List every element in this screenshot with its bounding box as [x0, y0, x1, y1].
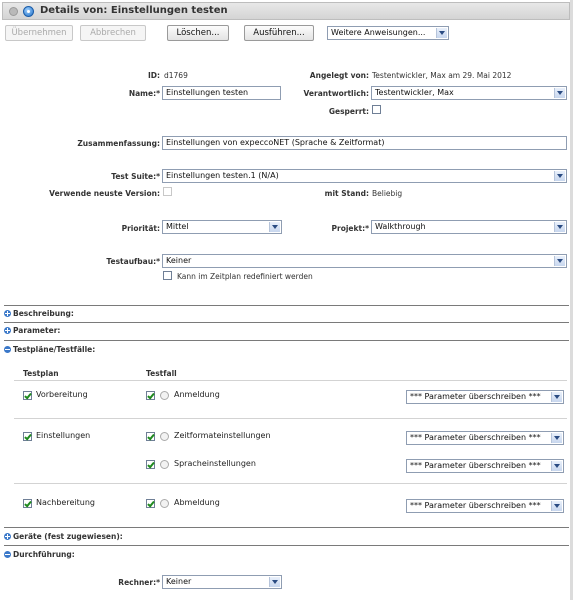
case-name: Anmeldung	[174, 390, 220, 399]
summary-field[interactable]: Einstellungen von expeccoNET (Sprache & Zeitformat)	[162, 136, 567, 150]
state-value: Beliebig	[372, 189, 403, 198]
clock-icon	[160, 432, 169, 441]
override-select[interactable]: *** Parameter überschreiben ***	[406, 459, 564, 473]
cancel-button[interactable]: Abbrechen	[80, 25, 146, 41]
suite-value: Einstellungen testen.1 (N/A)	[166, 171, 279, 180]
priority-label: Priorität:	[121, 224, 160, 233]
override-select[interactable]: *** Parameter überschreiben ***	[406, 499, 564, 513]
expand-icon	[4, 533, 11, 540]
testcase-icon	[160, 391, 169, 400]
state-label: mit Stand:	[324, 189, 369, 198]
apply-button[interactable]: Übernehmen	[5, 25, 73, 41]
divider	[4, 527, 569, 528]
chevron-down-icon	[269, 222, 280, 232]
column-header-testplan: Testplan	[23, 369, 59, 378]
created-value: Testentwickler, Max am 29. Mai 2012	[372, 71, 512, 80]
column-header-testfall: Testfall	[146, 369, 177, 378]
case-name: Spracheinstellungen	[174, 459, 256, 468]
chevron-down-icon	[554, 222, 565, 232]
chevron-down-icon	[554, 256, 565, 266]
chevron-down-icon	[436, 28, 447, 38]
gear-icon[interactable]	[9, 7, 18, 16]
priority-value: Mittel	[166, 222, 189, 231]
setup-value: Keiner	[166, 256, 192, 265]
details-icon	[23, 6, 34, 17]
override-select[interactable]: *** Parameter überschreiben ***	[406, 431, 564, 445]
run-button[interactable]: Ausführen...	[244, 25, 314, 41]
more-actions-label: Weitere Anweisungen...	[331, 28, 426, 37]
override-select[interactable]: *** Parameter überschreiben ***	[406, 390, 564, 404]
summary-label: Zusammenfassung:	[77, 139, 160, 148]
case-checkbox[interactable]	[146, 391, 155, 400]
divider	[4, 545, 569, 546]
computer-label: Rechner:*	[118, 578, 160, 587]
newest-version-label: Verwende neuste Version:	[49, 189, 160, 198]
section-devices[interactable]: Geräte (fest zugewiesen):	[4, 532, 123, 541]
divider	[4, 305, 569, 306]
row-divider	[14, 483, 567, 484]
case-name: Zeitformateinstellungen	[174, 431, 271, 440]
created-label: Angelegt von:	[309, 71, 369, 80]
computer-select[interactable]	[162, 575, 282, 589]
responsible-value: Testentwickler, Max	[375, 88, 454, 97]
redefine-label: Kann im Zeitplan redefiniert werden	[177, 272, 313, 281]
testcase-icon	[160, 499, 169, 508]
id-label: ID:	[147, 71, 160, 80]
plan-name: Nachbereitung	[36, 498, 95, 507]
table-divider	[14, 380, 567, 381]
responsible-select[interactable]	[371, 86, 567, 100]
redefine-checkbox[interactable]	[163, 271, 172, 280]
testcase-icon	[160, 460, 169, 469]
plan-name: Einstellungen	[36, 431, 91, 440]
chevron-down-icon	[551, 392, 562, 402]
case-name: Abmeldung	[174, 498, 220, 507]
expand-icon	[4, 310, 11, 317]
section-parameters[interactable]: Parameter:	[4, 326, 60, 335]
locked-checkbox[interactable]	[372, 105, 381, 114]
name-label: Name:*	[128, 89, 160, 98]
name-field[interactable]: Einstellungen testen	[162, 86, 281, 100]
plan-name: Vorbereitung	[36, 390, 88, 399]
case-checkbox[interactable]	[146, 432, 155, 441]
plan-checkbox[interactable]	[23, 391, 32, 400]
collapse-icon	[4, 551, 11, 558]
collapse-icon	[4, 346, 11, 353]
id-value: d1769	[164, 71, 188, 80]
setup-label: Testaufbau:*	[106, 257, 160, 266]
expand-icon	[4, 327, 11, 334]
responsible-label: Verantwortlich:	[303, 89, 369, 98]
project-value: Walkthrough	[375, 222, 426, 231]
chevron-down-icon	[554, 88, 565, 98]
newest-version-checkbox[interactable]	[163, 187, 172, 196]
setup-select[interactable]	[162, 254, 567, 268]
chevron-down-icon	[551, 433, 562, 443]
window-title-bar	[2, 2, 570, 20]
plan-checkbox[interactable]	[23, 432, 32, 441]
section-description[interactable]: Beschreibung:	[4, 309, 74, 318]
divider	[4, 340, 569, 341]
computer-value: Keiner	[166, 577, 192, 586]
suite-select[interactable]	[162, 169, 567, 183]
chevron-down-icon	[551, 501, 562, 511]
project-select[interactable]	[371, 220, 567, 234]
more-actions-select[interactable]	[327, 26, 449, 40]
suite-label: Test Suite:*	[111, 172, 160, 181]
chevron-down-icon	[269, 577, 280, 587]
locked-label: Gesperrt:	[328, 107, 369, 116]
priority-select[interactable]	[162, 220, 282, 234]
section-execution[interactable]: Durchführung:	[4, 550, 75, 559]
plan-checkbox[interactable]	[23, 499, 32, 508]
case-checkbox[interactable]	[146, 499, 155, 508]
row-divider	[14, 418, 567, 419]
section-testplans[interactable]: Testpläne/Testfälle:	[4, 345, 95, 354]
chevron-down-icon	[551, 461, 562, 471]
chevron-down-icon	[554, 171, 565, 181]
divider	[4, 322, 569, 323]
delete-button[interactable]: Löschen...	[167, 25, 229, 41]
project-label: Projekt:*	[331, 224, 369, 233]
window-title: Details von: Einstellungen testen	[40, 5, 228, 16]
case-checkbox[interactable]	[146, 460, 155, 469]
